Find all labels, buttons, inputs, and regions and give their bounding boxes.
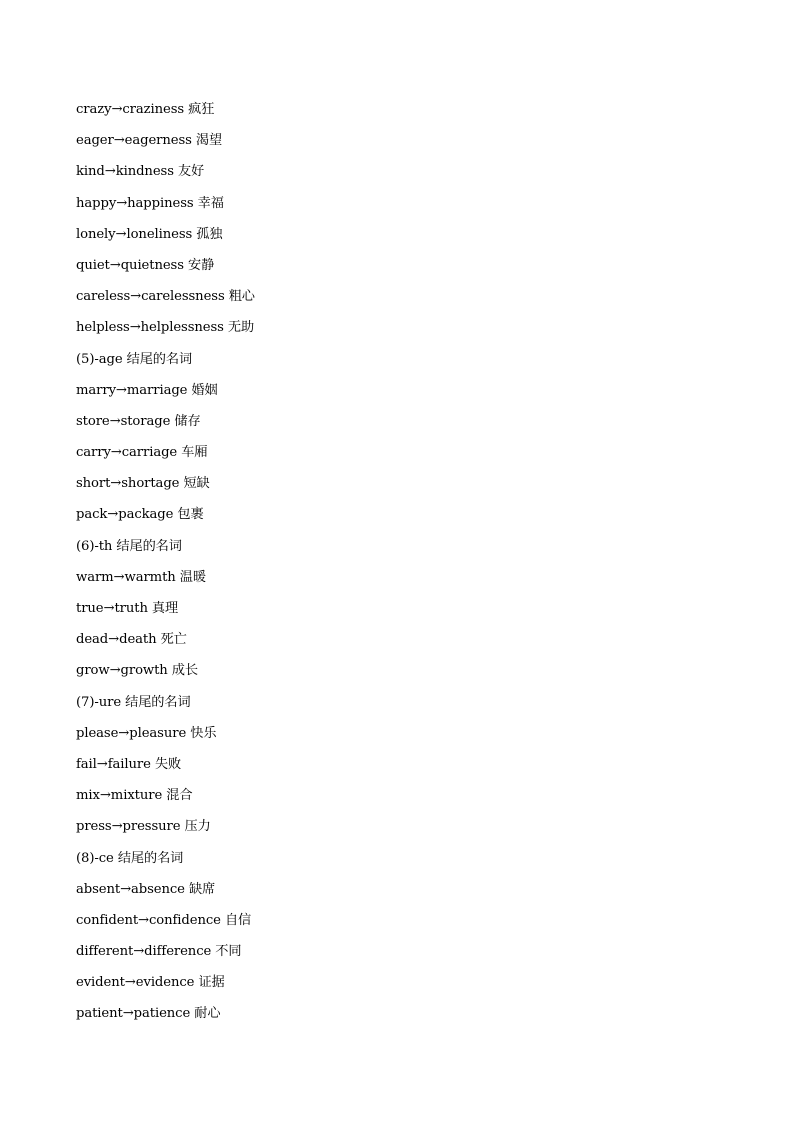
word-line: dead→death 死亡 xyxy=(76,632,187,648)
word-line: different→difference 不同 xyxy=(76,944,242,960)
word-line: careless→carelessness 粗心 xyxy=(76,289,255,305)
word-line: pack→package 包裹 xyxy=(76,507,204,523)
word-line: confident→confidence 自信 xyxy=(76,912,252,928)
word-line: store→storage 储存 xyxy=(76,413,201,429)
section-heading-ce: (8)-ce 结尾的名词 xyxy=(76,850,184,866)
word-line: fail→failure 失败 xyxy=(76,756,182,772)
word-line: eager→eagerness 渴望 xyxy=(76,133,223,149)
word-line: warm→warmth 温暖 xyxy=(76,569,206,585)
section-heading-th: (6)-th 结尾的名词 xyxy=(76,538,182,554)
word-line: helpless→helplessness 无助 xyxy=(76,320,255,336)
word-line: marry→marriage 婚姻 xyxy=(76,382,218,398)
word-line: mix→mixture 混合 xyxy=(76,788,193,804)
word-line: quiet→quietness 安静 xyxy=(76,257,215,273)
word-line: short→shortage 短缺 xyxy=(76,476,210,492)
word-line: lonely→loneliness 孤独 xyxy=(76,226,223,242)
word-line: happy→happiness 幸福 xyxy=(76,195,224,211)
word-line: carry→carriage 车厢 xyxy=(76,445,208,461)
section-heading-ure: (7)-ure 结尾的名词 xyxy=(76,694,191,710)
word-line: patient→patience 耐心 xyxy=(76,1006,221,1022)
word-line: please→pleasure 快乐 xyxy=(76,725,217,741)
word-line: crazy→craziness 疯狂 xyxy=(76,102,215,117)
word-line: kind→kindness 友好 xyxy=(76,164,205,180)
word-line: absent→absence 缺席 xyxy=(76,881,216,897)
section-heading-age: (5)-age 结尾的名词 xyxy=(76,351,193,367)
word-line: evident→evidence 证据 xyxy=(76,975,225,991)
word-line: grow→growth 成长 xyxy=(76,663,198,679)
word-line: true→truth 真理 xyxy=(76,601,179,616)
word-line: press→pressure 压力 xyxy=(76,819,211,835)
word-formation-list xyxy=(76,100,255,1036)
